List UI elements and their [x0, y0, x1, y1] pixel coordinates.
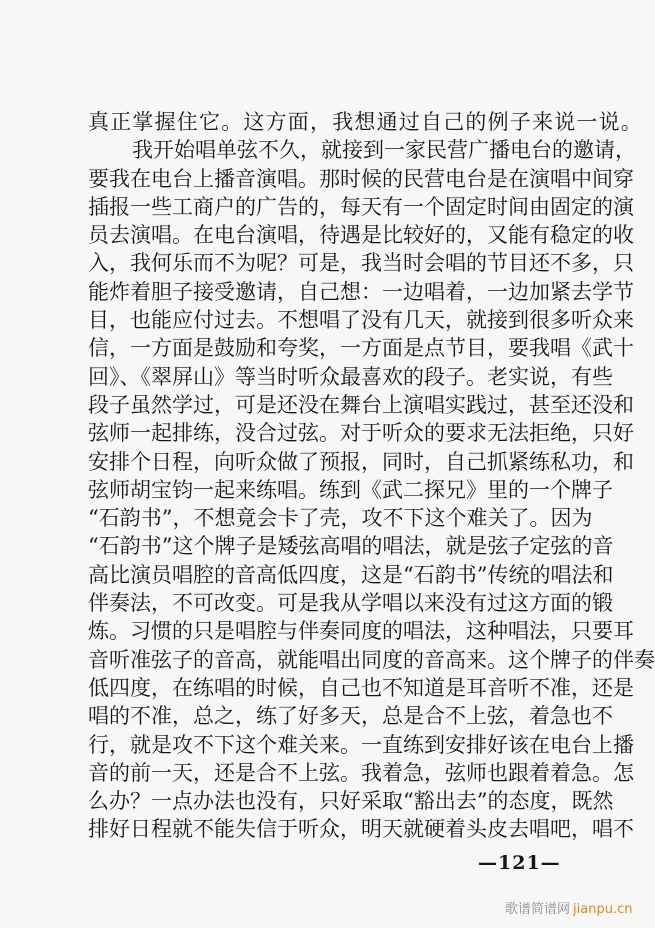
text-line: “石韵书”，不想竟会卡了壳，攻不下这个难关了。因为 [88, 506, 593, 531]
watermark-en: jianpu.cn [573, 902, 633, 917]
text-line: 插报一些工商户的广告的，每天有一个固定时间由固定的演 [88, 194, 634, 219]
page-number: —121— [478, 852, 561, 874]
text-line: 么办？一点办法也没有，只好采取“豁出去”的态度，既然 [88, 789, 614, 814]
text-line: 弦师胡宝钧一起来练唱。练到《武二探兄》里的一个牌子 [88, 477, 613, 502]
text-line: 真正掌握住它。这方面，我想通过自己的例子来说一说。 [88, 110, 643, 134]
text-line: 段子虽然学过，可是还没在舞台上演唱实践过，甚至还没和 [88, 392, 634, 417]
text-line: 行，就是攻不下这个难关来。一直练到安排好该在电台上播 [88, 732, 634, 757]
text-line: 安排个日程，向听众做了预报，同时，自己抓紧练私功，和 [88, 449, 634, 474]
text-line: 音听准弦子的音高，就能唱出同度的音高来。这个牌子的伴奏 [88, 647, 655, 672]
text-line: 音的前一天，还是合不上弦。我着急，弦师也跟着着急。怎 [88, 760, 634, 785]
text-line: 炼。习惯的只是唱腔与伴奏同度的唱法，这种唱法，只要耳 [88, 619, 634, 644]
text-line: 排好日程就不能失信于听众，明天就硬着头皮去唱吧，唱不 [88, 817, 634, 842]
text-line: 要我在电台上播音演唱。那时候的民营电台是在演唱中间穿 [88, 166, 634, 191]
watermark [505, 902, 632, 918]
text-line: 入，我何乐而不为呢？可是，我当时会唱的节目还不多，只 [88, 251, 634, 276]
body-text [88, 108, 655, 844]
watermark-cn: 歌谱简谱网 [505, 902, 571, 917]
text-line: 低四度，在练唱的时候，自己也不知道是耳音听不准，还是 [88, 675, 634, 700]
text-line: 唱的不准，总之，练了好多天，总是合不上弦，着急也不 [88, 704, 613, 729]
text-line: 目，也能应付过去。不想唱了没有几天，就接到很多听众来 [88, 308, 634, 333]
text-line: “石韵书”这个牌子是矮弦高唱的唱法，就是弦子定弦的音 [88, 534, 614, 559]
text-line: 回》、《翠屏山》等当时听众最喜欢的段子。老实说，有些 [88, 364, 613, 389]
text-line: 员去演唱。在电台演唱，待遇是比较好的，又能有稳定的收 [88, 223, 634, 248]
text-line: 高比演员唱腔的音高低四度，这是“石韵书”传统的唱法和 [88, 562, 614, 587]
text-line: 信，一方面是鼓励和夸奖，一方面是点节目，要我唱《武十 [88, 336, 634, 361]
text-line: 我开始唱单弦不久，就接到一家民营广播电台的邀请， [132, 138, 636, 163]
text-line: 能炸着胆子接受邀请，自己想：一边唱着，一边加紧去学节 [88, 279, 634, 304]
text-line: 伴奏法，不可改变。可是我从学唱以来没有过这方面的锻 [88, 591, 613, 616]
text-line: 弦师一起排练，没合过弦。对于听众的要求无法拒绝，只好 [88, 421, 634, 446]
